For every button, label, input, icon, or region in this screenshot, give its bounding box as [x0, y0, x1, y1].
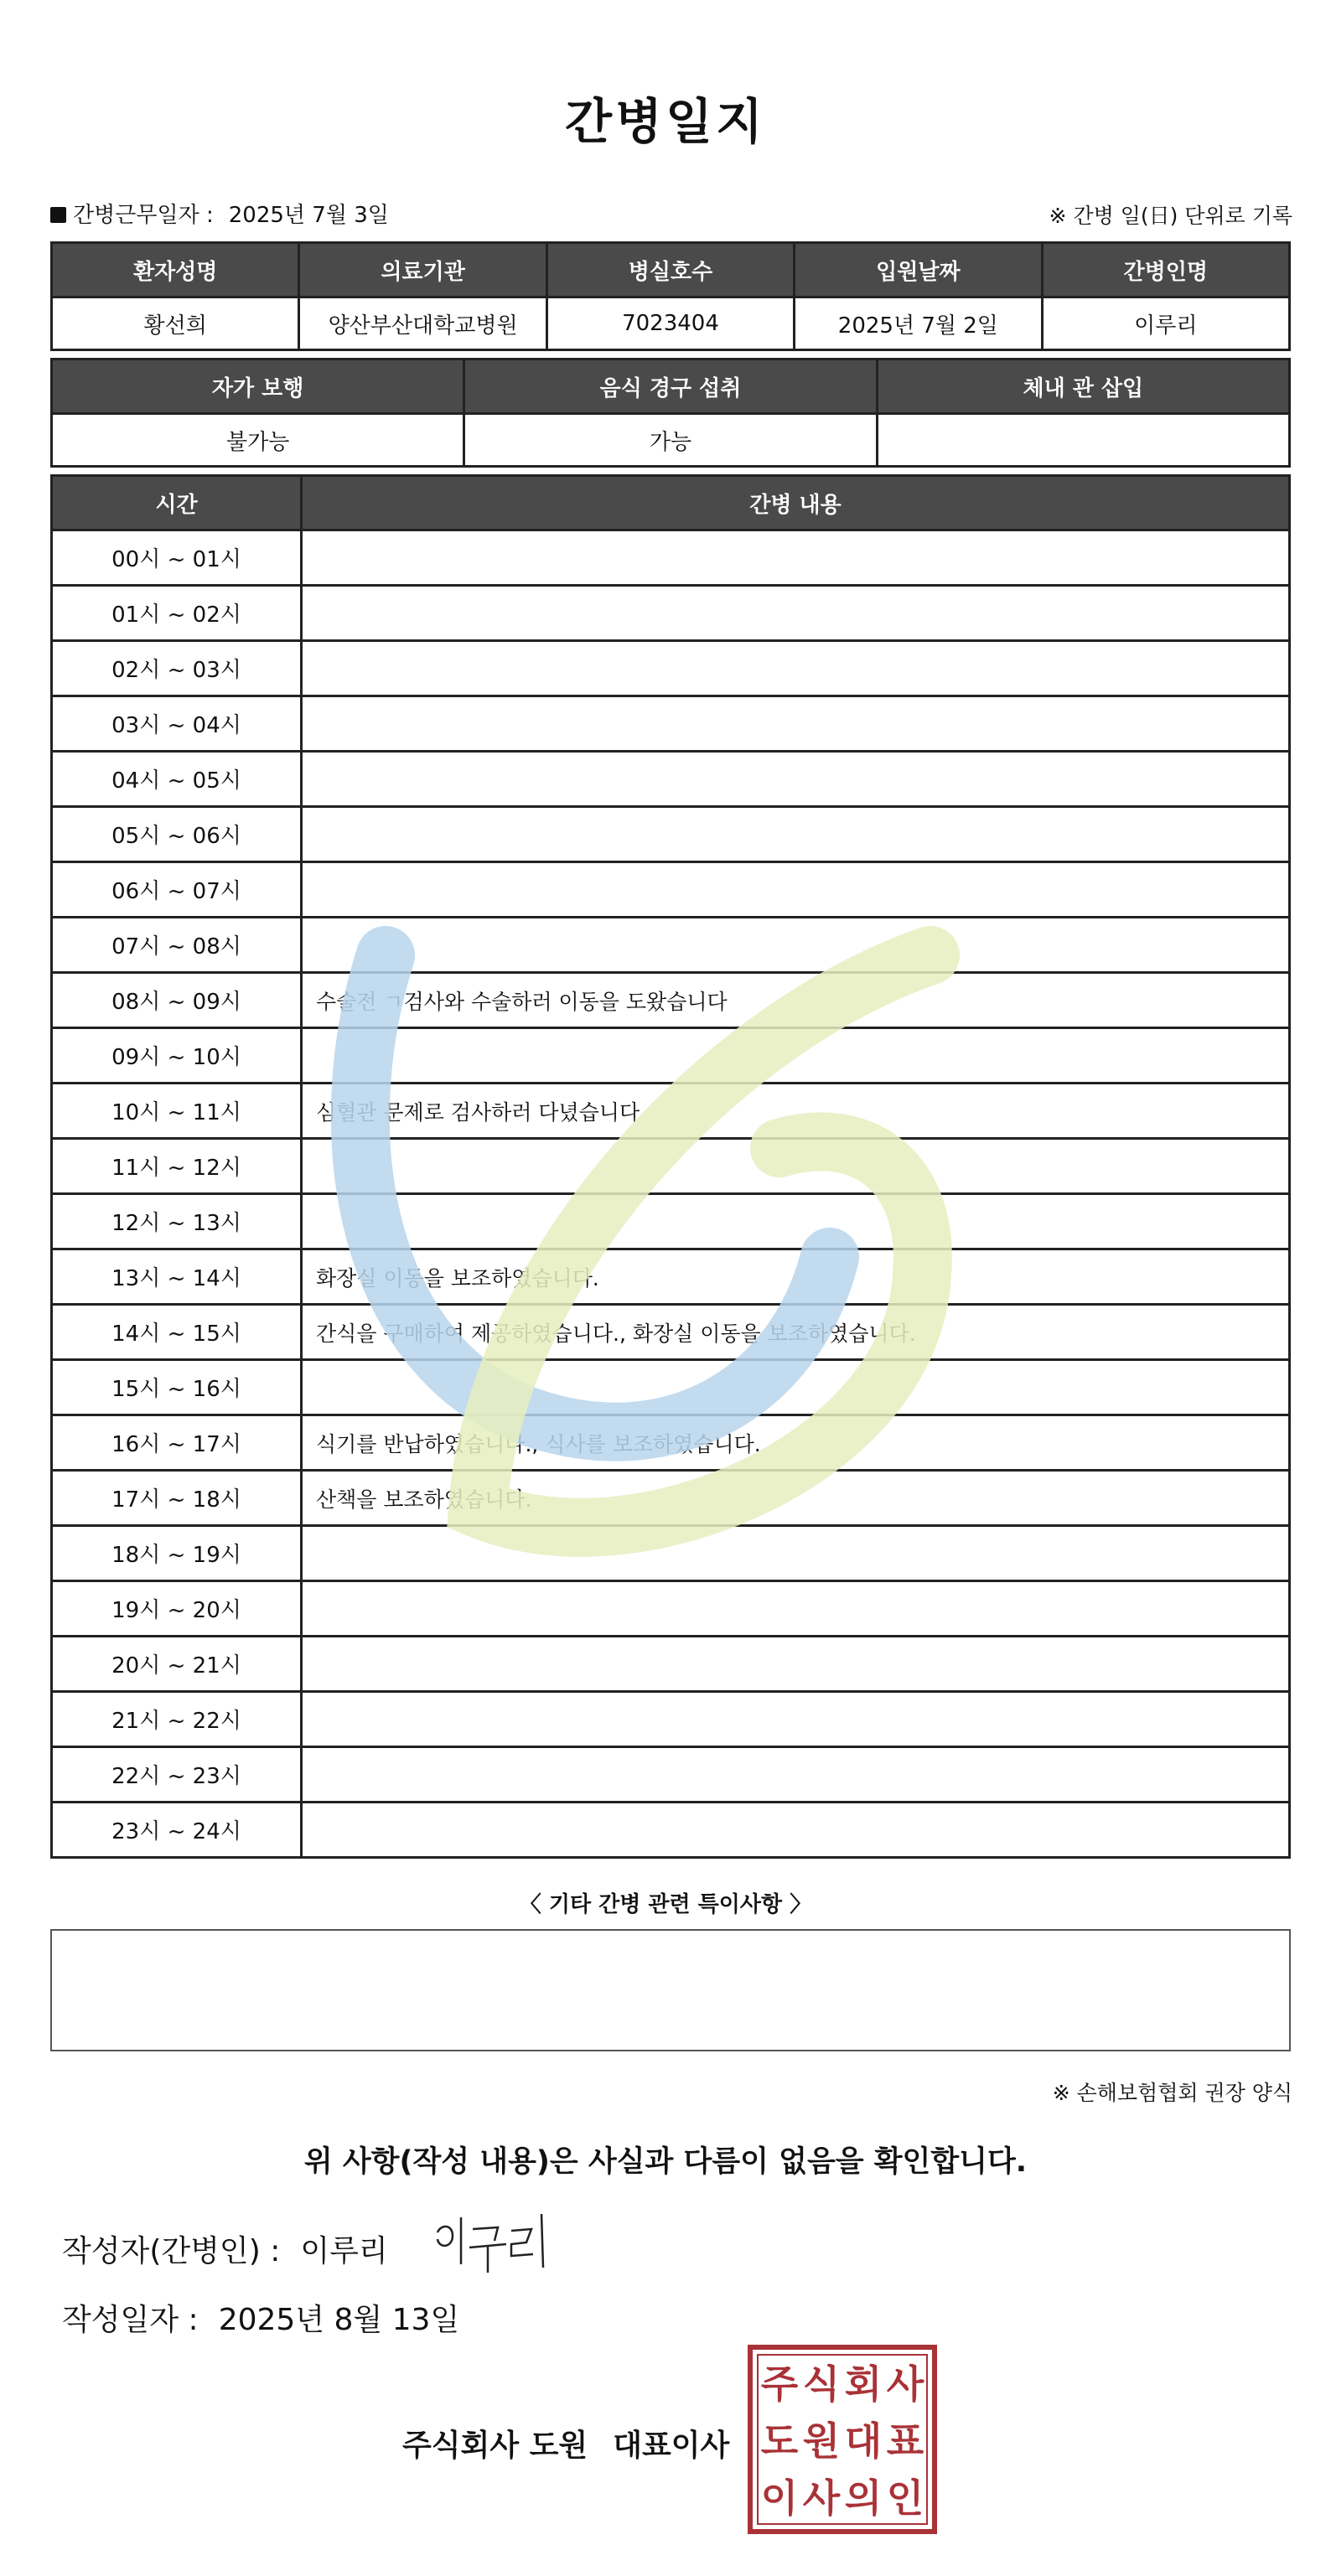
hospital-header: 의료기관: [299, 243, 546, 297]
seal-character: 사: [886, 2361, 924, 2407]
table-row: [52, 1028, 1290, 1084]
tube-insertion-header: 체내 관 삽입: [877, 360, 1289, 414]
time-slot-cell: 00시 ~ 01시: [52, 530, 302, 586]
table-row: [52, 1249, 1290, 1305]
daily-record-note: ※ 간병 일(日) 단위로 기록: [1049, 204, 1292, 228]
company-name: 주식회사 도원: [402, 2429, 588, 2463]
table-row: [52, 1803, 1290, 1858]
table-row: [52, 1194, 1290, 1249]
seal-character: 이: [760, 2475, 799, 2521]
seal-character: 사: [802, 2475, 841, 2521]
document-title: 간병일지: [564, 93, 767, 150]
care-content-cell: [302, 1526, 1290, 1581]
time-slot-cell: 09시 ~ 10시: [52, 1028, 302, 1084]
care-content-cell: [302, 586, 1290, 641]
seal-character: 의: [844, 2475, 883, 2521]
admission-date-value: 2025년 7월 2일: [795, 297, 1042, 350]
write-date-value: 2025년 8월 13일: [218, 2303, 460, 2337]
table-row: [52, 862, 1290, 918]
care-content-cell: [302, 1139, 1290, 1194]
table-row: [52, 973, 1290, 1028]
care-content-cell: [302, 1581, 1290, 1637]
table-row: [52, 586, 1290, 641]
table-row: [52, 1692, 1290, 1747]
seal-character: 주: [760, 2361, 799, 2407]
patient-name-header: 환자성명: [52, 243, 299, 297]
confirmation-statement: 위 사항(작성 내용)은 사실과 다름이 없음을 확인합니다.: [303, 2145, 1028, 2179]
patient-name-value: 황선희: [52, 297, 299, 350]
time-column-header: 시간: [52, 476, 302, 530]
seal-character: 회: [844, 2361, 883, 2407]
seal-character: 대: [844, 2418, 883, 2464]
walking-value: 불가능: [52, 414, 464, 467]
patient-status-table: [50, 358, 1291, 468]
duty-date-separator: :: [205, 203, 214, 228]
walking-header: 자가 보행: [52, 360, 464, 414]
seal-character-grid: [757, 2354, 928, 2525]
company-signature-line: [402, 2422, 729, 2465]
time-slot-cell: 05시 ~ 06시: [52, 807, 302, 862]
time-slot-cell: 04시 ~ 05시: [52, 752, 302, 807]
duty-date-line: [50, 198, 389, 229]
table-row: [52, 1526, 1290, 1581]
table-row: [52, 1637, 1290, 1692]
table-row: [52, 530, 1290, 586]
company-seal-stamp: [748, 2345, 937, 2534]
care-content-cell: [302, 1194, 1290, 1249]
table-row: [52, 918, 1290, 973]
table-row: [52, 1471, 1290, 1526]
care-content-cell: [302, 1803, 1290, 1858]
time-slot-cell: 23시 ~ 24시: [52, 1803, 302, 1858]
time-slot-cell: 15시 ~ 16시: [52, 1360, 302, 1415]
table-row: [52, 807, 1290, 862]
care-content-cell: [302, 1637, 1290, 1692]
write-date-label: 작성일자 :: [62, 2303, 199, 2337]
care-content-column-header: 간병 내용: [302, 476, 1290, 530]
handwritten-signature: [427, 2206, 562, 2281]
care-content-cell: [302, 918, 1290, 973]
room-number-value: 7023404: [546, 297, 794, 350]
care-content-cell: 산책을 보조하였습니다.: [302, 1471, 1290, 1526]
care-content-cell: [302, 1028, 1290, 1084]
care-log-table: [50, 474, 1291, 1859]
time-slot-cell: 03시 ~ 04시: [52, 696, 302, 752]
special-notes-box: [50, 1929, 1291, 2051]
time-slot-cell: 02시 ~ 03시: [52, 641, 302, 696]
seal-character: 인: [886, 2475, 924, 2521]
time-slot-cell: 18시 ~ 19시: [52, 1526, 302, 1581]
special-notes-title: 〈 기타 간병 관련 특이사항 〉: [519, 1892, 812, 1917]
care-content-cell: 간식을 구매하여 제공하였습니다., 화장실 이동을 보조하였습니다.: [302, 1305, 1290, 1360]
care-content-cell: [302, 807, 1290, 862]
table-row: [52, 641, 1290, 696]
form-source-note: ※ 손해보험협회 권장 양식: [1052, 2081, 1292, 2105]
writer-line: [62, 2227, 388, 2270]
care-content-cell: [302, 862, 1290, 918]
seal-character: 식: [802, 2361, 841, 2407]
care-content-cell: [302, 1747, 1290, 1803]
caregiver-name-header: 간병인명: [1042, 243, 1289, 297]
table-row: [52, 1084, 1290, 1139]
time-slot-cell: 06시 ~ 07시: [52, 862, 302, 918]
write-date-line: [62, 2296, 459, 2339]
time-slot-cell: 21시 ~ 22시: [52, 1692, 302, 1747]
time-slot-cell: 08시 ~ 09시: [52, 973, 302, 1028]
table-row: [52, 1360, 1290, 1415]
care-content-cell: [302, 696, 1290, 752]
care-content-cell: 화장실 이동을 보조하였습니다.: [302, 1249, 1290, 1305]
time-slot-cell: 20시 ~ 21시: [52, 1637, 302, 1692]
oral-intake-value: 가능: [464, 414, 877, 467]
seal-character: 도: [760, 2418, 799, 2464]
time-slot-cell: 16시 ~ 17시: [52, 1415, 302, 1471]
seal-character: 원: [802, 2418, 841, 2464]
time-slot-cell: 17시 ~ 18시: [52, 1471, 302, 1526]
care-content-cell: [302, 1360, 1290, 1415]
room-number-header: 병실호수: [546, 243, 794, 297]
table-row: [52, 1415, 1290, 1471]
time-slot-cell: 11시 ~ 12시: [52, 1139, 302, 1194]
time-slot-cell: 19시 ~ 20시: [52, 1581, 302, 1637]
duty-date-label: 간병근무일자: [73, 203, 199, 228]
time-slot-cell: 01시 ~ 02시: [52, 586, 302, 641]
writer-label: 작성자(간병인) :: [62, 2234, 281, 2268]
hospital-value: 양산부산대학교병원: [299, 297, 546, 350]
bullet-square-icon: [50, 207, 66, 223]
duty-date-value: 2025년 7월 3일: [228, 203, 389, 228]
seal-character: 표: [886, 2418, 924, 2464]
admission-date-header: 입원날짜: [795, 243, 1042, 297]
table-row: [52, 1139, 1290, 1194]
patient-info-table: [50, 241, 1291, 351]
table-row: [52, 1747, 1290, 1803]
time-slot-cell: 12시 ~ 13시: [52, 1194, 302, 1249]
care-content-cell: [302, 641, 1290, 696]
care-content-cell: [302, 752, 1290, 807]
tube-insertion-value: [877, 414, 1289, 467]
time-slot-cell: 07시 ~ 08시: [52, 918, 302, 973]
writer-name: 이루리: [300, 2234, 388, 2268]
table-row: [52, 1305, 1290, 1360]
care-content-cell: 심혈관 문제로 검사하러 다녔습니다: [302, 1084, 1290, 1139]
table-row: [52, 696, 1290, 752]
care-content-cell: 수술전 ㄱ검사와 수술하러 이동을 도왔습니다: [302, 973, 1290, 1028]
table-row: [52, 752, 1290, 807]
care-content-cell: [302, 1692, 1290, 1747]
table-row: [52, 1581, 1290, 1637]
company-title: 대표이사: [613, 2429, 730, 2463]
time-slot-cell: 14시 ~ 15시: [52, 1305, 302, 1360]
care-content-cell: 식기를 반납하였습니다., 식사를 보조하였습니다.: [302, 1415, 1290, 1471]
care-content-cell: [302, 530, 1290, 586]
time-slot-cell: 13시 ~ 14시: [52, 1249, 302, 1305]
caregiver-name-value: 이루리: [1042, 297, 1289, 350]
oral-intake-header: 음식 경구 섭취: [464, 360, 877, 414]
time-slot-cell: 22시 ~ 23시: [52, 1747, 302, 1803]
time-slot-cell: 10시 ~ 11시: [52, 1084, 302, 1139]
